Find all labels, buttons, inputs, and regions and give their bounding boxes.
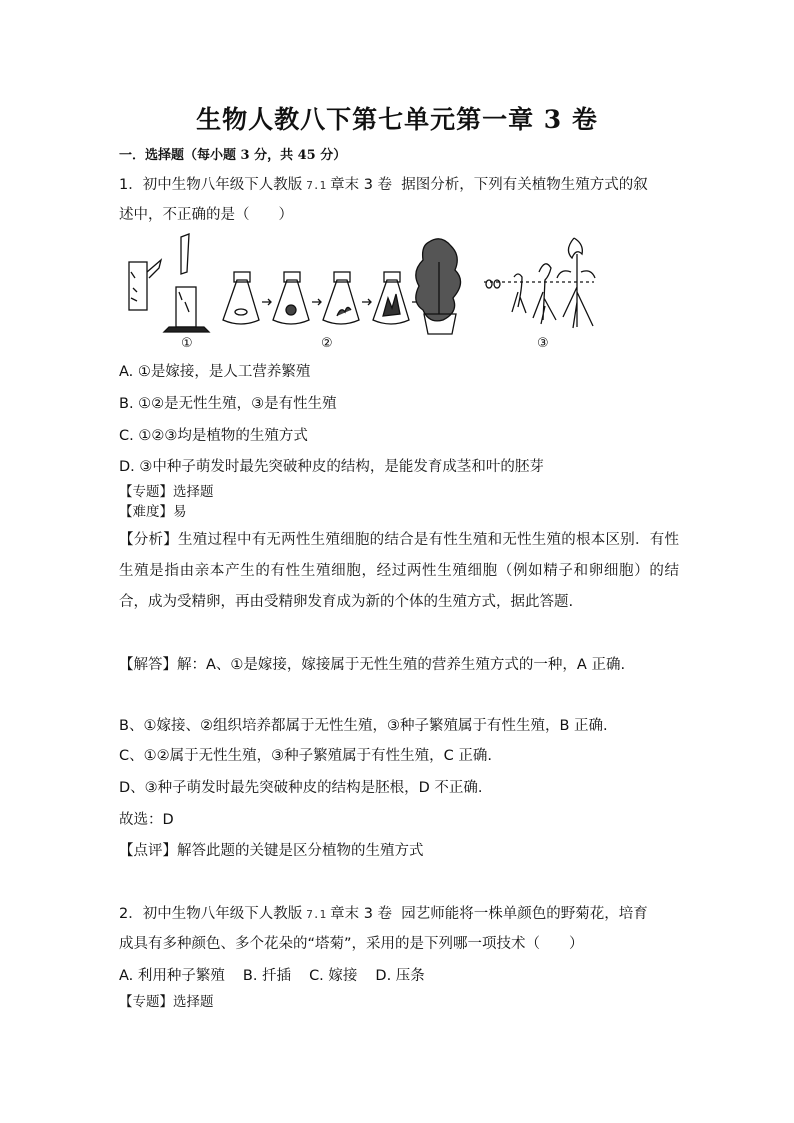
q1-source-prefix: 初中生物八年级下人教版 <box>142 177 303 193</box>
figure-label-3: ③ <box>537 336 549 351</box>
section-heading: 一．选择题（每小题 3 分，共 45 分） <box>119 148 347 163</box>
tissue-culture-flasks <box>223 272 421 324</box>
q2-topic: 【专题】选择题 <box>119 994 214 1010</box>
q1-choice: 故选：D <box>119 812 174 828</box>
q2-options <box>119 966 443 986</box>
q1-text-line2: 述中，不正确的是（ ） <box>119 207 293 223</box>
q2-source-code: 7.1 <box>306 908 327 921</box>
q2-source-prefix: 初中生物八年级下人教版 <box>142 906 303 922</box>
q1-difficulty: 【难度】易 <box>119 504 187 520</box>
q2-source-suffix: 章末 3 卷 <box>330 906 393 922</box>
reproduction-diagram-image <box>119 232 599 352</box>
q1-source-suffix: 章末 3 卷 <box>330 177 393 193</box>
q2-number: 2． <box>119 906 143 922</box>
plant-reproduction-figure <box>119 232 599 352</box>
q1-answer-c: C、①②属于无性生殖，③种子繁殖属于有性生殖，C 正确. <box>119 748 492 764</box>
q1-option-a: A. ①是嫁接，是人工营养繁殖 <box>119 364 311 380</box>
q1-source-code: 7.1 <box>306 179 327 192</box>
q2-option-d: D. 压条 <box>375 968 425 984</box>
q1-option-c: C. ①②③均是植物的生殖方式 <box>119 428 308 444</box>
q1-analysis: 【分析】生殖过程中有无两性生殖细胞的结合是有性生殖和无性生殖的根本区别．有性生殖是指由亲本产生的有性生殖细胞，经过两性生殖细胞（例如精子和卵细胞）的结合，成为受精卵，再由受精卵发育成为新的个体的生殖方式，据此答题. <box>119 532 679 610</box>
q2-text-line2: 成具有多种颜色、多个花朵的“塔菊”，采用的是下列哪一项技术（ ） <box>119 936 584 952</box>
q2-text-line1: 园艺师能将一株单颜色的野菊花，培育 <box>401 906 648 922</box>
q1-text-line1: 据图分析，下列有关植物生殖方式的叙 <box>401 177 648 193</box>
q1-line1 <box>119 175 648 196</box>
q2-option-c: C. 嫁接 <box>309 968 358 984</box>
seed-germination-sequence <box>484 238 595 328</box>
page-title: 生物人教八下第七单元第一章 3 卷 <box>196 105 598 134</box>
figure-label-2: ② <box>321 336 333 351</box>
potted-plant <box>416 239 461 334</box>
grafting-illustration <box>129 234 209 332</box>
q2-option-b: B. 扦插 <box>242 968 292 984</box>
q2-line1 <box>119 904 648 925</box>
q1-comment: 【点评】解答此题的关键是区分植物的生殖方式 <box>119 843 424 859</box>
figure-label-1: ① <box>181 336 193 351</box>
q1-number: 1． <box>119 177 143 193</box>
q1-option-d: D. ③中种子萌发时最先突破种皮的结构，是能发育成茎和叶的胚芽 <box>119 459 544 475</box>
q1-answer-d: D、③种子萌发时最先突破种皮的结构是胚根，D 不正确. <box>119 780 483 796</box>
q1-option-b: B. ①②是无性生殖，③是有性生殖 <box>119 396 337 412</box>
q2-option-a: A. 利用种子繁殖 <box>119 968 225 984</box>
q1-answer-a: 【解答】解：A、①是嫁接，嫁接属于无性生殖的营养生殖方式的一种，A 正确. <box>119 657 626 673</box>
q1-topic: 【专题】选择题 <box>119 484 214 500</box>
q1-answer-b: B、①嫁接、②组织培养都属于无性生殖，③种子繁殖属于有性生殖，B 正确. <box>119 718 608 734</box>
